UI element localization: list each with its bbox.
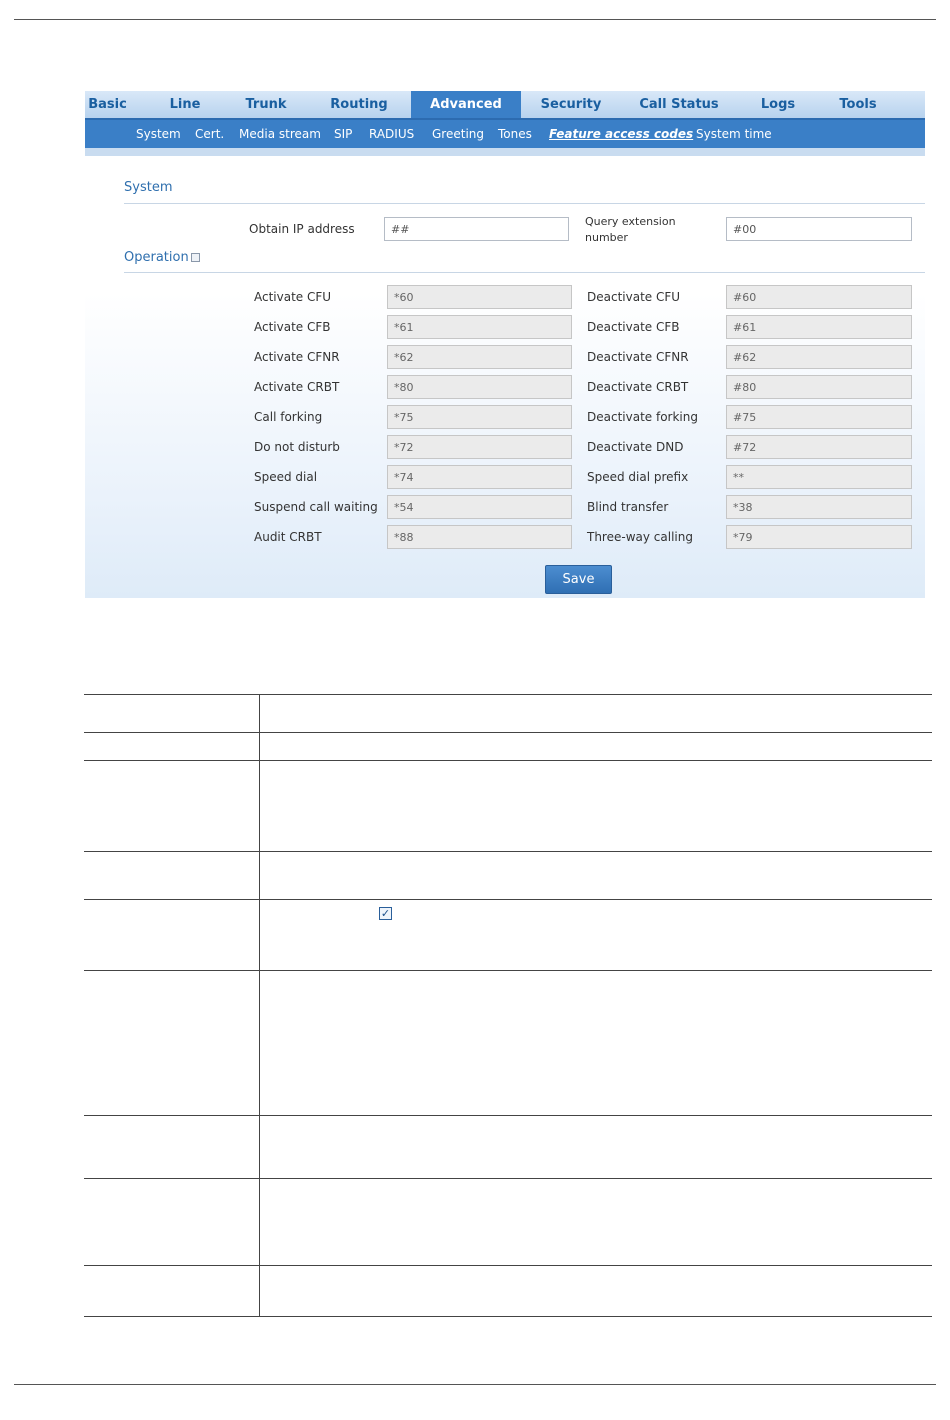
table-rule	[84, 899, 932, 900]
operation-left-input[interactable]	[387, 495, 572, 519]
operation-right-label: Deactivate CFB	[587, 320, 680, 334]
operation-right-label: Deactivate CFU	[587, 290, 681, 304]
table-rule	[84, 760, 932, 761]
config-panel	[85, 91, 925, 598]
operation-right-label: Deactivate forking	[587, 410, 698, 424]
obtain-ip-label: Obtain IP address	[249, 222, 355, 236]
save-button[interactable]: Save	[545, 565, 612, 594]
subtab-tones[interactable]: Tones	[498, 127, 532, 141]
table-rule	[84, 851, 932, 852]
operation-right-input[interactable]	[726, 345, 912, 369]
operation-enable-checkbox[interactable]	[191, 253, 200, 262]
operation-left-input[interactable]	[387, 435, 572, 459]
sub-tab-bar	[85, 118, 925, 148]
operation-right-label: Deactivate CFNR	[587, 350, 689, 364]
operation-left-label: Speed dial	[254, 470, 318, 484]
operation-left-label: Activate CRBT	[254, 380, 340, 394]
operation-right-input[interactable]	[726, 525, 912, 549]
operation-left-input[interactable]	[387, 525, 572, 549]
operation-left-input[interactable]	[387, 375, 572, 399]
table-rule	[84, 970, 932, 971]
tab-advanced[interactable]: Advanced	[411, 91, 521, 118]
tab-call-status[interactable]: Call Status	[639, 97, 719, 112]
query-extension-input[interactable]	[726, 217, 912, 241]
operation-right-input[interactable]	[726, 465, 912, 489]
subtab-system[interactable]: System	[136, 127, 181, 141]
obtain-ip-input[interactable]	[384, 217, 569, 241]
table-rule	[84, 732, 932, 733]
table-column-divider	[259, 694, 260, 1317]
query-extension-label: Query extension number	[585, 215, 676, 244]
subtab-greeting[interactable]: Greeting	[432, 127, 484, 141]
operation-left-label: Suspend call waiting	[254, 500, 378, 514]
tab-line[interactable]: Line	[169, 97, 201, 112]
operation-right-input[interactable]	[726, 375, 912, 399]
tab-tools[interactable]: Tools	[839, 97, 877, 112]
tab-logs[interactable]: Logs	[760, 97, 796, 112]
operation-right-label: Deactivate CRBT	[587, 380, 689, 394]
table-rule-bottom	[84, 1316, 932, 1317]
operation-left-input[interactable]	[387, 315, 572, 339]
operation-left-input[interactable]	[387, 345, 572, 369]
operation-right-label: Blind transfer	[587, 500, 669, 514]
bottom-rule	[14, 1384, 936, 1385]
tab-trunk[interactable]: Trunk	[245, 97, 287, 112]
tab-routing[interactable]: Routing	[330, 97, 388, 112]
operation-left-input[interactable]	[387, 465, 572, 489]
operation-section-title: Operation	[124, 250, 189, 265]
tab-security[interactable]: Security	[540, 97, 602, 112]
operation-left-label: Do not disturb	[254, 440, 340, 454]
operation-left-label: Activate CFB	[254, 320, 331, 334]
operation-right-input[interactable]	[726, 495, 912, 519]
tab-basic[interactable]: Basic	[88, 97, 127, 112]
subtab-system-time[interactable]: System time	[696, 127, 772, 141]
operation-left-label: Call forking	[254, 410, 323, 424]
table-rule	[84, 1178, 932, 1179]
table-rule-top	[84, 694, 932, 695]
subtab-radius[interactable]: RADIUS	[369, 127, 415, 141]
system-section-title: System	[124, 180, 173, 195]
operation-right-label: Three-way calling	[587, 530, 693, 544]
operation-right-label: Speed dial prefix	[587, 470, 689, 484]
system-section-divider	[124, 203, 925, 204]
subtab-underline-strip	[85, 148, 925, 156]
operation-left-input[interactable]	[387, 405, 572, 429]
subtab-feature-access-codes[interactable]: Feature access codes	[549, 127, 694, 141]
table-checkbox-icon: ✓	[380, 907, 391, 920]
operation-left-label: Audit CRBT	[254, 530, 322, 544]
table-rule	[84, 1265, 932, 1266]
operation-right-input[interactable]	[726, 405, 912, 429]
operation-left-label: Activate CFNR	[254, 350, 340, 364]
operation-right-input[interactable]	[726, 315, 912, 339]
main-tab-bar	[85, 91, 925, 118]
table-rule	[84, 1115, 932, 1116]
operation-right-input[interactable]	[726, 285, 912, 309]
operation-left-input[interactable]	[387, 285, 572, 309]
subtab-sip[interactable]: SIP	[334, 127, 353, 141]
top-rule	[14, 19, 936, 20]
operation-right-label: Deactivate DND	[587, 440, 684, 454]
subtab-media-stream[interactable]: Media stream	[239, 127, 321, 141]
subtab-cert[interactable]: Cert.	[195, 127, 225, 141]
operation-right-input[interactable]	[726, 435, 912, 459]
operation-section-divider	[124, 272, 925, 273]
operation-left-label: Activate CFU	[254, 290, 332, 304]
